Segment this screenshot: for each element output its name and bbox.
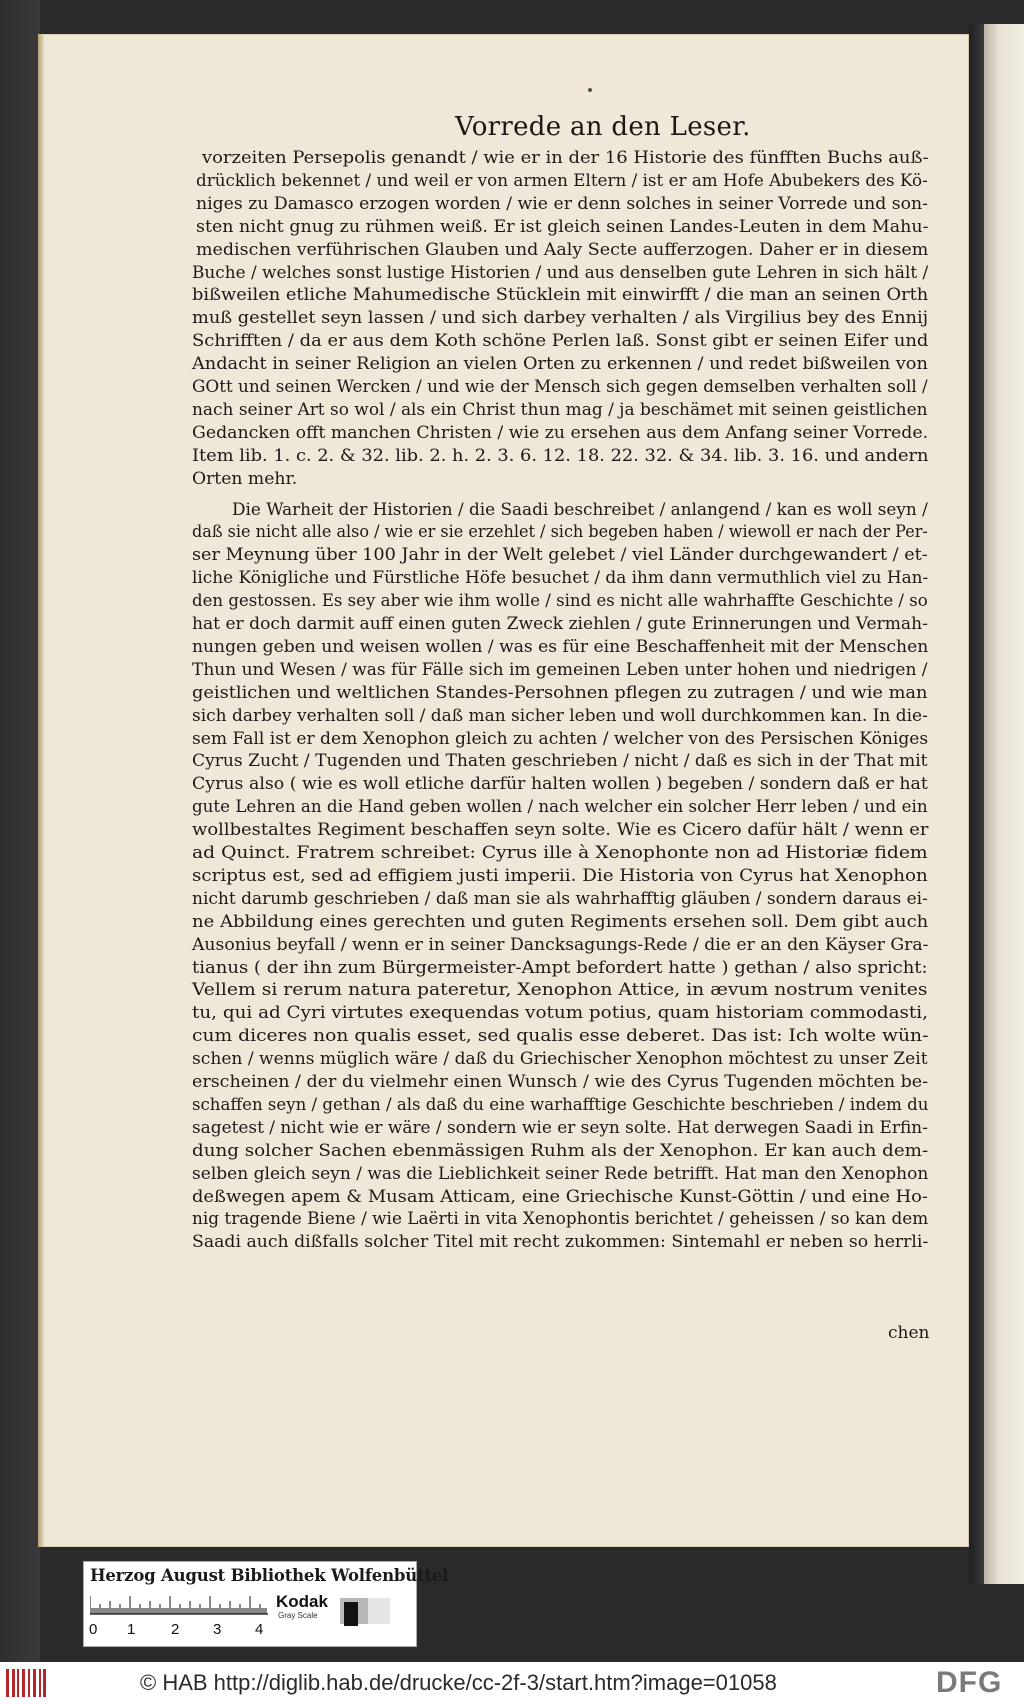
- text-line: ne Abbildung eines gerechten und guten Regiments ersehen soll. Dem gibt auch: [192, 911, 929, 932]
- text-line: nig tragende Biene / wie Laërti in vita Xenophontis berichtet / geheissen / so kan dem: [192, 1209, 929, 1230]
- footer-bar: [0, 1662, 1024, 1704]
- text-line: hat er doch darmit auff einen guten Zweck ziehlen / gute Erinnerungen und Vermah-: [192, 614, 928, 634]
- text-line: Saadi auch dißfalls solcher Titel mit recht zukommen: Sintemahl er neben so herrli-: [192, 1232, 929, 1253]
- text-line: dung solcher Sachen ebenmässigen Ruhm als der Xenophon. Er kan auch dem-: [192, 1140, 929, 1161]
- text-line: nach seiner Art so wol / als ein Christ thun mag / ja beschämet mit seinen geistlichen: [192, 399, 928, 420]
- ruler-scale: [90, 1592, 270, 1616]
- text-line: sem Fall ist er dem Xenophon gleich zu achten / welcher von des Persischen Königes: [192, 728, 929, 749]
- text-line: medischen verführischen Glauben und Aaly Secte aufferzogen. Daher er in diesem: [196, 239, 929, 260]
- text-line: liche Königliche und Fürstliche Höfe besuchet / da ihm dann vermuthlich viel zu Han-: [192, 568, 929, 589]
- light-swatch: [368, 1598, 390, 1624]
- text-line: Die Warheit der Historien / die Saadi beschreibet / anlangend / kan es woll seyn /: [232, 499, 928, 520]
- text-line: Ausonius beyfall / wenn er in seiner Dancksagungs-Rede / die er an den Käyser Gra-: [192, 934, 929, 955]
- text-line: sich darbey verhalten soll / daß man sicher leben und woll durchkommen kan. In die-: [192, 705, 928, 726]
- black-swatch: [344, 1602, 358, 1626]
- text-line: nungen geben und weisen wollen / was es für eine Beschaffenheit mit der Menschen: [192, 636, 929, 657]
- page-edge: [38, 34, 44, 1547]
- text-line: Orten mehr.: [192, 468, 298, 489]
- text-line: Thun und Wesen / was für Fälle sich im gemeinen Leben unter hohen und niedrigen /: [192, 659, 928, 680]
- text-line: ser Meynung über 100 Jahr in der Welt gelebet / viel Länder durchgewandert / et-: [192, 545, 928, 566]
- text-line: Gedancken offt manchen Christen / wie zu ersehen aus dem Anfang seiner Vorrede.: [192, 422, 929, 443]
- text-line: Cyrus also ( wie es woll etliche darfür halten wollen ) begeben / sondern daß er hat: [192, 774, 928, 795]
- text-line: selben gleich seyn / was die Lieblichkeit seiner Rede betrifft. Hat man den Xenophon: [192, 1163, 929, 1184]
- source-url[interactable]: © HAB http://diglib.hab.de/drucke/cc-2f-3/start.htm?image=01058: [140, 1670, 777, 1695]
- left-gutter: [0, 0, 40, 1662]
- text-line: Cyrus Zucht / Tugenden und Thaten geschrieben / nicht / daß es sich in der That mit: [192, 751, 928, 772]
- text-line: tu, qui ad Cyri virtutes exequendas votum potius, quam historiam commodasti,: [192, 1003, 929, 1024]
- catchword: chen: [888, 1323, 930, 1343]
- text-line: vorzeiten Persepolis genandt / wie er in der 16 Historie des fünfften Buchs auß-: [202, 148, 929, 168]
- ruler-number: 2: [171, 1621, 180, 1638]
- text-line: scriptus est, sed ad effigiem justi imperii. Die Historia von Cyrus hat Xenophon: [192, 865, 928, 886]
- library-name: Herzog August Bibliothek Wolfenbüttel: [90, 1566, 449, 1585]
- text-line: GOtt und seinen Wercken / und wie der Mensch sich gegen demselben verhalten soll /: [192, 377, 928, 397]
- ruler-number: 4: [255, 1621, 264, 1638]
- text-line: Item lib. 1. c. 2. & 32. lib. 2. h. 2. 3. 6. 12. 18. 22. 32. & 34. lib. 3. 16. und andern: [192, 445, 929, 466]
- hab-barcode-logo: [6, 1669, 46, 1697]
- text-line: wollbestaltes Regiment beschaffen seyn solte. Wie es Cicero dafür hält / wenn er: [192, 820, 929, 841]
- text-line: Andacht in seiner Religion an vielen Orten zu erkennen / und redet bißweilen von: [192, 354, 928, 375]
- text-line: erscheinen / der du vielmehr einen Wunsch / wie des Cyrus Tugenden möchten be-: [192, 1072, 929, 1092]
- text-line: Schrifften / da er aus dem Koth schöne Perlen laß. Sonst gibt er seinen Eifer und: [192, 331, 929, 352]
- text-line: tianus ( der ihn zum Bürgermeister-Ampt befordert hatte ) gethan / also spricht:: [192, 957, 928, 978]
- text-line: daß sie nicht alle also / wie er sie erzehlet / sich begeben haben / wiewoll er nach der Per-: [192, 522, 928, 543]
- text-line: nicht darumb geschrieben / daß man sie als wahrhafftig gläuben / sondern daraus ei-: [192, 888, 928, 909]
- text-line: gute Lehren an die Hand geben wollen / nach welcher ein solcher Herr leben / und ein: [192, 797, 928, 818]
- ruler-number: 3: [213, 1621, 222, 1638]
- text-line: niges zu Damasco erzogen worden / wie er denn solches in seiner Vorrede und son-: [196, 193, 928, 214]
- gray-scale-label: Gray Scale: [278, 1611, 318, 1620]
- text-line: cum diceres non qualis esset, sed qualis esse deberet. Das ist: Ich wolte wün-: [192, 1026, 929, 1047]
- ruler-number: 0: [89, 1621, 98, 1638]
- kodak-logo: Kodak: [276, 1592, 328, 1611]
- text-line: den gestossen. Es sey aber wie ihm wolle / sind es nicht alle wahrhaffte Geschichte / so: [192, 591, 928, 612]
- ruler-numbers: [89, 1621, 309, 1641]
- text-line: Buche / welches sonst lustige Historien / und aus denselben gute Lehren in sich hält /: [192, 262, 929, 283]
- text-line: drücklich bekennet / und weil er von armen Eltern / ist er am Hofe Abubekers des Kö-: [196, 170, 928, 191]
- text-line: muß gestellet seyn lassen / und sich darbey verhalten / als Virgilius bey des Ennij: [192, 308, 929, 329]
- ruler-number: 1: [127, 1621, 136, 1638]
- gutter-shadow: [969, 24, 984, 1584]
- text-line: schen / wenns müglich wäre / daß du Griechischer Xenophon möchtest zu unser Zeit: [192, 1049, 928, 1070]
- text-line: bißweilen etliche Mahumedische Stücklein mit einwirfft / die man an seinen Orth: [192, 285, 929, 306]
- ink-dot: [588, 88, 592, 92]
- dfg-logo: DFG: [936, 1666, 1003, 1699]
- facing-page-edge: [984, 24, 1024, 1584]
- running-head: Vorrede an den Leser.: [455, 112, 751, 142]
- color-reference-card: [83, 1561, 449, 1647]
- text-line: sten nicht gnug zu rühmen weiß. Er ist gleich seinen Landes-Leuten in dem Mahu-: [196, 216, 929, 237]
- text-line: deßwegen apem & Musam Atticam, eine Griechische Kunst-Göttin / und eine Ho-: [192, 1186, 928, 1207]
- text-line: ad Quinct. Fratrem schreibet: Cyrus ille à Xenophonte non ad Historiæ fidem: [192, 843, 928, 863]
- text-line: sagetest / nicht wie er wäre / sondern wie er seyn solte. Hat derwegen Saadi in Erfin-: [192, 1117, 928, 1138]
- text-line: Vellem si rerum natura pateretur, Xenophon Attice, in ævum nostrum venites: [192, 980, 928, 1001]
- text-line: schaffen seyn / gethan / als daß du eine warhafftige Geschichte beschrieben / indem du: [192, 1094, 929, 1115]
- text-line: geistlichen und weltlichen Standes-Persohnen pflegen zu zutragen / und wie man: [192, 682, 928, 703]
